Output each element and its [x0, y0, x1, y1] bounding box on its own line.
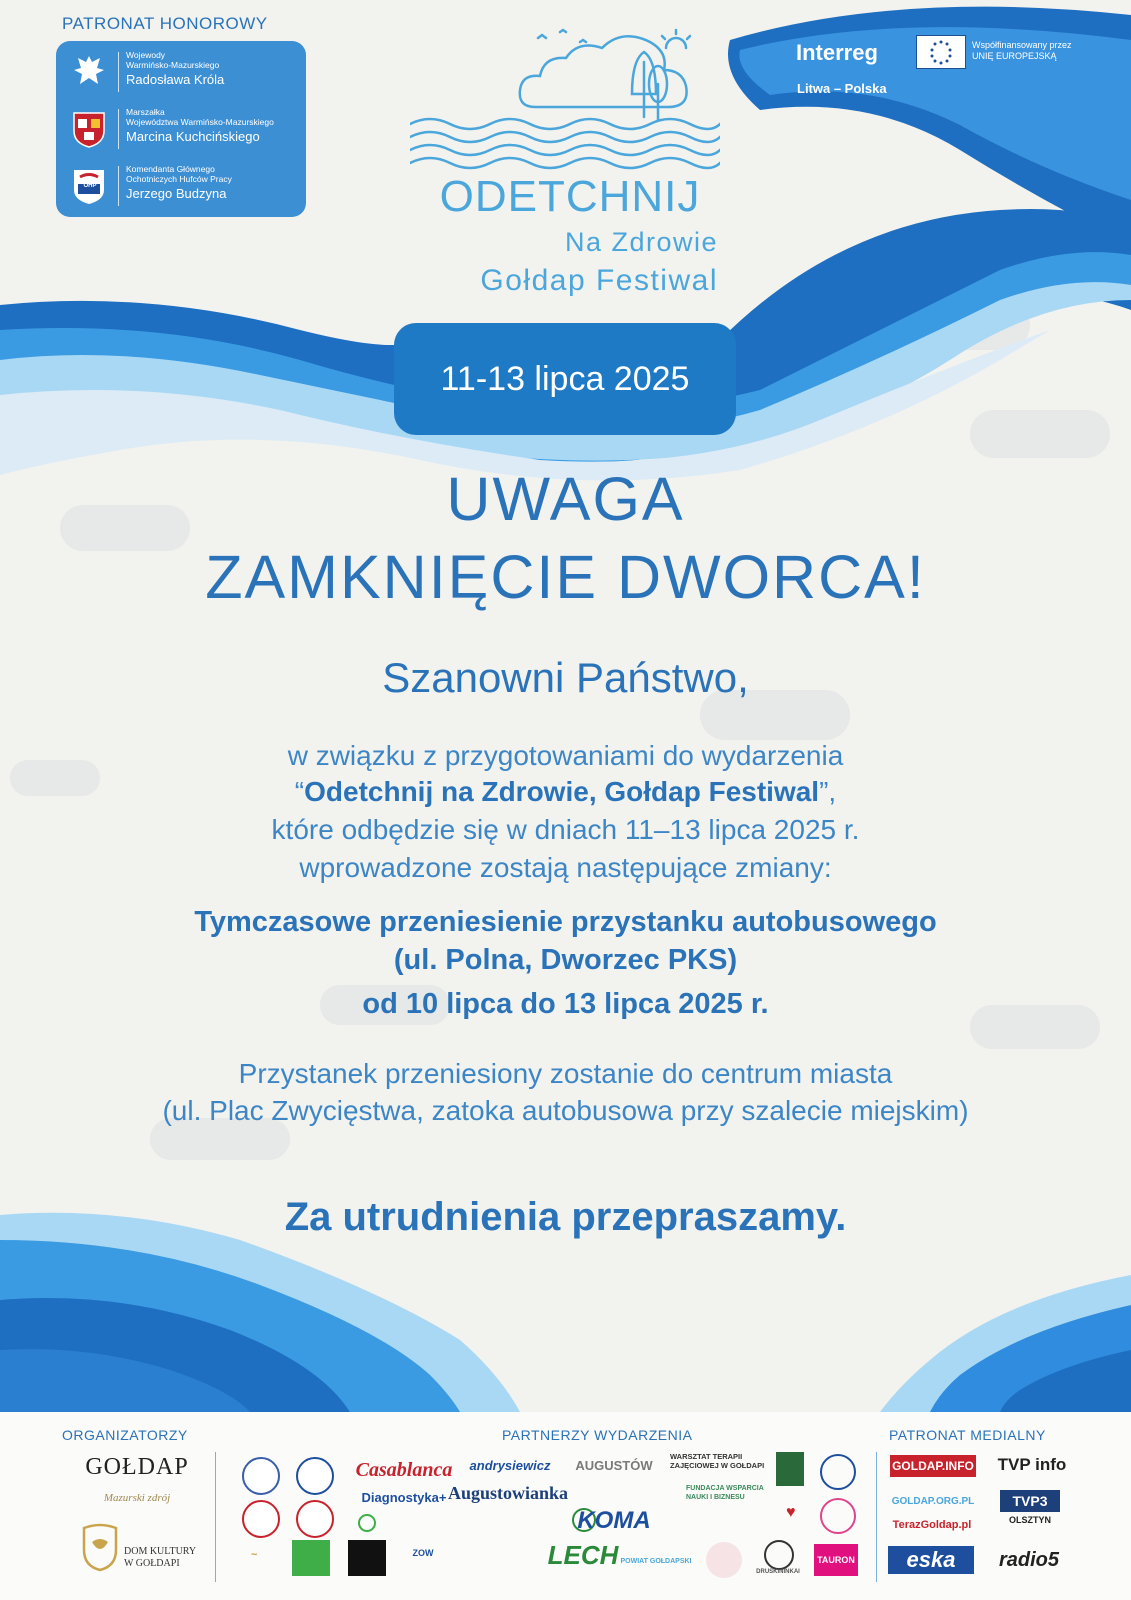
teraz-goldap-logo: TerazGoldap.pl: [892, 1519, 972, 1531]
fire-brigade-icon: [242, 1500, 280, 1538]
lech-logo: LECH: [547, 1539, 619, 1570]
relocation-line: Przystanek przeniesiony zostanie do centrum miasta: [238, 1058, 893, 1089]
event-name: Odetchnij na Zdrowie, Gołdap Festiwal: [304, 776, 820, 807]
dom-kultury-logo-icon: [78, 1522, 122, 1572]
eska-logo: eska: [888, 1546, 974, 1574]
partner-badge-icon: [242, 1457, 280, 1495]
partner-emblem-icon: [296, 1500, 334, 1538]
date-badge: 11-13 lipca 2025: [394, 323, 736, 435]
druskininkai-logo: DRUSKININKAI: [756, 1569, 800, 1575]
patronage-entry: [68, 103, 298, 153]
interreg-region: Litwa – Polska: [797, 81, 887, 96]
andrysiewicz-logo: andrysiewicz: [469, 1457, 551, 1473]
zow-logo: ZOW: [412, 1548, 434, 1558]
change-location: (ul. Polna, Dworzec PKS): [393, 944, 738, 976]
media-title: PATRONAT MEDIALNY: [889, 1427, 1046, 1443]
patronage-name: Jerzego Budzyna: [126, 186, 227, 201]
partner-green-logo-icon: [292, 1540, 330, 1576]
warning-heading-line1: UWAGA: [446, 465, 685, 533]
festival-title: ODETCHNIJ: [439, 172, 701, 221]
relocation-line: (ul. Plac Zwycięstwa, zatoka autobusowa przy szalecie miejskim): [162, 1095, 969, 1126]
patronage-title: PATRONAT HONOROWY: [62, 14, 268, 33]
change-line: Tymczasowe przeniesienie przystanku autobusowego: [194, 906, 937, 938]
patronage-divider: [118, 52, 119, 92]
partner-logo-icon: [820, 1454, 856, 1490]
patronage-divider: [118, 109, 119, 149]
patronage-entry: [68, 160, 298, 210]
koma-logo: KOMA: [577, 1507, 651, 1534]
organizers-title: ORGANIZATORZY: [62, 1427, 188, 1443]
partner-logo-icon: [706, 1542, 742, 1578]
interreg-label: Interreg: [796, 40, 878, 65]
change-line: [0, 944, 1131, 977]
tvp3-city: OLSZTYN: [1009, 1515, 1051, 1525]
augustowianka-logo: Augustowianka: [447, 1482, 569, 1503]
warsztat-logo: WARSZTAT TERAPII ZAJĘCIOWEJ W GOŁDAPI: [670, 1452, 765, 1470]
eu-cofunding-text: Współfinansowany przez UNIĘ EUROPEJSKĄ: [972, 40, 1072, 61]
footer-divider: [215, 1452, 216, 1582]
radio5-logo: radio5: [998, 1548, 1060, 1571]
partners-title: PARTNERZY WYDARZENIA: [502, 1427, 693, 1443]
patronage-box: [56, 41, 306, 217]
tvp3-logo: TVP3: [1000, 1490, 1060, 1512]
diagnostyka-logo: Diagnostyka+: [361, 1489, 447, 1505]
partner-logo-icon: [358, 1514, 450, 1530]
tauron-logo: TAURON: [814, 1544, 858, 1576]
powiat-logo: POWIAT GOŁDAPSKI: [620, 1557, 692, 1565]
polish-eagle-icon: [68, 50, 110, 92]
heart-icon: ♥: [786, 1504, 796, 1521]
festival-subtitle-2: Gołdap Festiwal: [480, 264, 718, 297]
patronage-role: Komendanta Głównego Ochotniczych Hufców Pracy: [126, 164, 232, 184]
patronage-name: Radosława Króla: [126, 72, 225, 87]
goldap-logo: GOŁDAP: [85, 1454, 189, 1480]
apology-text: Za utrudnienia przepraszamy.: [284, 1195, 847, 1239]
dom-kultury-label: DOM KULTURY W GOŁDAPI: [124, 1546, 197, 1569]
casablanca-logo: Casablanca: [355, 1458, 453, 1481]
patronage-divider: [118, 166, 119, 206]
augustow-logo: AUGUSTÓW: [575, 1457, 653, 1473]
goldap-org-logo: GOLDAP.ORG.PL: [891, 1495, 975, 1507]
ohp-label: OHP: [83, 183, 97, 189]
event-name-line: “Odetchnij na Zdrowie, Gołdap Festiwal”,: [294, 776, 837, 807]
patronage-role: Wojewody Warmińsko-Mazurskiego: [126, 50, 220, 70]
salutation: Szanowni Państwo,: [382, 654, 749, 701]
tvp-info-logo: TVP info: [997, 1455, 1067, 1474]
patronage-entry: [68, 46, 298, 96]
regional-coat-of-arms-icon: [68, 107, 110, 149]
police-star-icon: [296, 1457, 334, 1495]
footer-divider: [876, 1452, 877, 1582]
intro-line: wprowadzone zostają następujące zmiany:: [299, 852, 832, 883]
intro-line: które odbędzie się w dniach 11–13 lipca 2025 r.: [271, 814, 860, 845]
festival-subtitle-1: Na Zdrowie: [564, 227, 718, 257]
patronage-role: Marszałka Województwa Warmińsko-Mazurskiego: [126, 107, 274, 127]
patronage-name: Marcina Kuchcińskiego: [126, 129, 260, 144]
partner-logo-icon: ~: [250, 1549, 258, 1561]
fundacja-logo: FUNDACJA WSPARCIA NAUKI I BIZNESU: [686, 1485, 764, 1501]
intro-line: w związku z przygotowaniami do wydarzenia: [287, 740, 844, 771]
partner-logo-icon: [820, 1498, 856, 1534]
change-dates: od 10 lipca do 13 lipca 2025 r.: [362, 988, 769, 1020]
eu-flag-icon: [916, 35, 966, 69]
partner-shield-icon: [776, 1452, 804, 1486]
goldap-tagline: Mazurski zdrój: [103, 1492, 171, 1504]
partner-dark-logo-icon: [348, 1540, 386, 1576]
goldap-info-logo: GOLDAP.INFO: [890, 1455, 976, 1477]
warning-heading-line2: ZAMKNIĘCIE DWORCA!: [205, 543, 926, 611]
